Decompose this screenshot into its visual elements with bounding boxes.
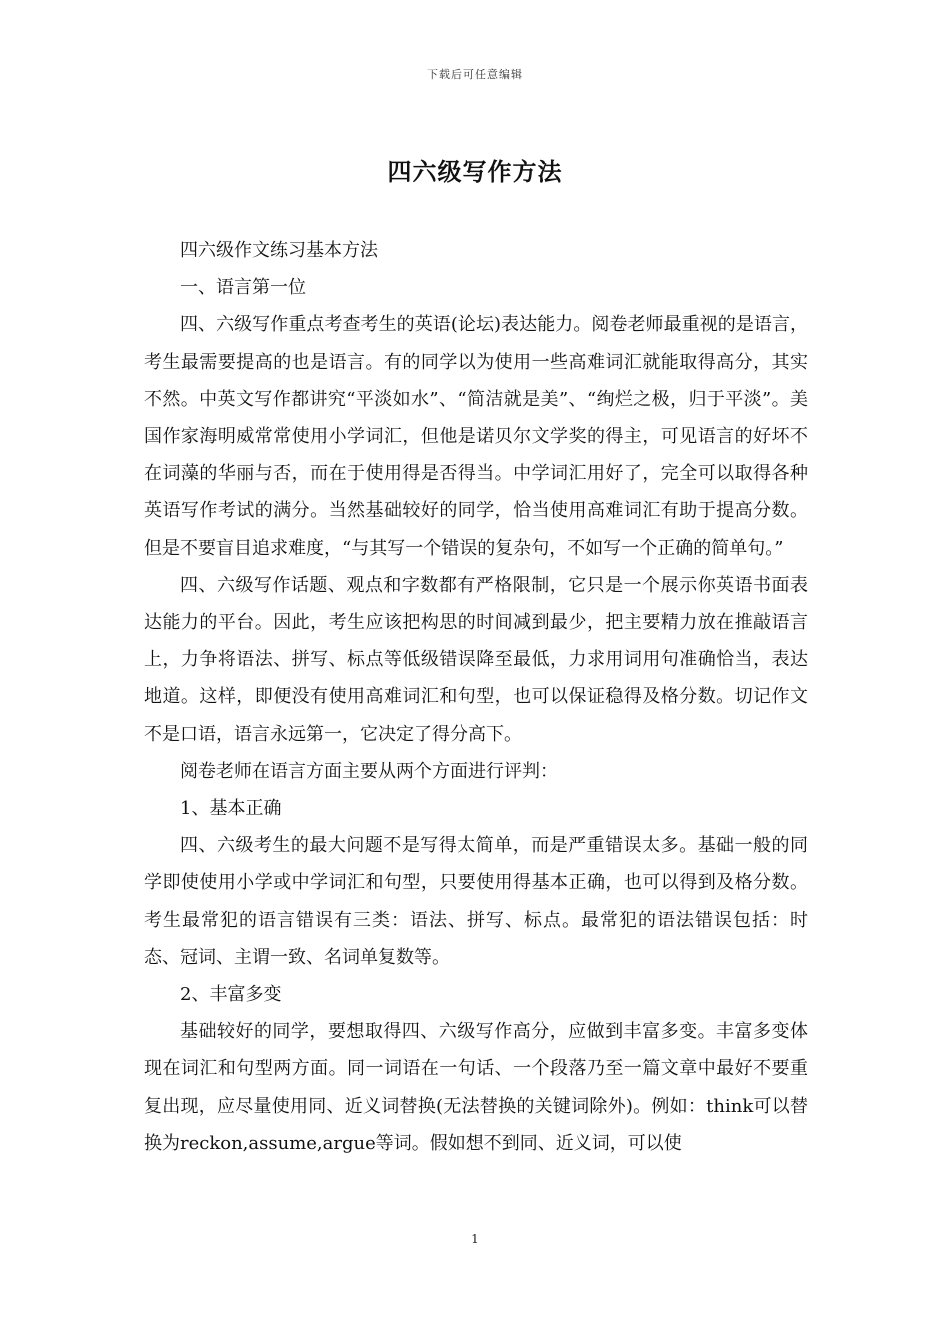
document-body	[144, 232, 808, 1162]
page-number: 1	[471, 1232, 479, 1246]
page-header-note: 下载后可任意编辑	[427, 68, 523, 81]
subtitle-paragraph: 四六级作文练习基本方法	[180, 240, 378, 261]
body-paragraph: 四、六级写作重点考查考生的英语(论坛)表达能力。阅卷老师最重视的是语言，考生最需要提高的也是语言。有的同学以为使用一些高难词汇就能取得高分，其实不然。中英文写作都讲究“平淡如水”、“简洁就是美”、“绚烂之极，归于平淡”。美国作家海明威常常使用小学词汇，但他是诺贝尔文学奖的得主，可见语言的好坏不在词藻的华丽与否，而在于使用得是否得当。中学词汇用好了，完全可以取得各种英语写作考试的满分。当然基础较好的同学，恰当使用高难词汇有助于提高分数。但是不要盲目追求难度，“与其写一个错误的复杂句，不如写一个正确的简单句。”	[144, 314, 808, 559]
body-paragraph: 阅卷老师在语言方面主要从两个方面进行评判：	[180, 760, 558, 782]
body-paragraph: 基础较好的同学，要想取得四、六级写作高分，应做到丰富多变。丰富多变体现在词汇和句型两方面。同一词语在一句话、一个段落乃至一篇文章中最好不要重复出现，应尽量使用同、近义词替换(无法替换的关键词除外)。例如：think可以替换为reckon,assume,argue等词。假如想不到同、近义词，可以使	[144, 1021, 808, 1154]
body-paragraph: 四、六级考生的最大问题不是写得太简单，而是严重错误太多。基础一般的同学即使使用小学或中学词汇和句型，只要使用得基本正确，也可以得到及格分数。考生最常犯的语言错误有三类：语法、拼写、标点。最常犯的语法错误包括：时态、冠词、主谓一致、名词单复数等。	[144, 835, 808, 968]
subsection-heading-rich-variety: 2、丰富多变	[180, 984, 282, 1006]
body-paragraph: 四、六级写作话题、观点和字数都有严格限制，它只是一个展示你英语书面表达能力的平台。因此，考生应该把构思的时间减到最少，把主要精力放在推敲语言上，力争将语法、拼写、标点等低级错误降至最低，力求用词用句准确恰当，表达地道。这样，即便没有使用高难词汇和句型，也可以保证稳得及格分数。切记作文不是口语，语言永远第一，它决定了得分高下。	[144, 574, 808, 745]
document-title: 四六级写作方法	[387, 157, 563, 186]
subsection-heading-basic-correctness: 1、基本正确	[180, 798, 282, 820]
section-heading-language-first: 一、语言第一位	[180, 277, 306, 299]
